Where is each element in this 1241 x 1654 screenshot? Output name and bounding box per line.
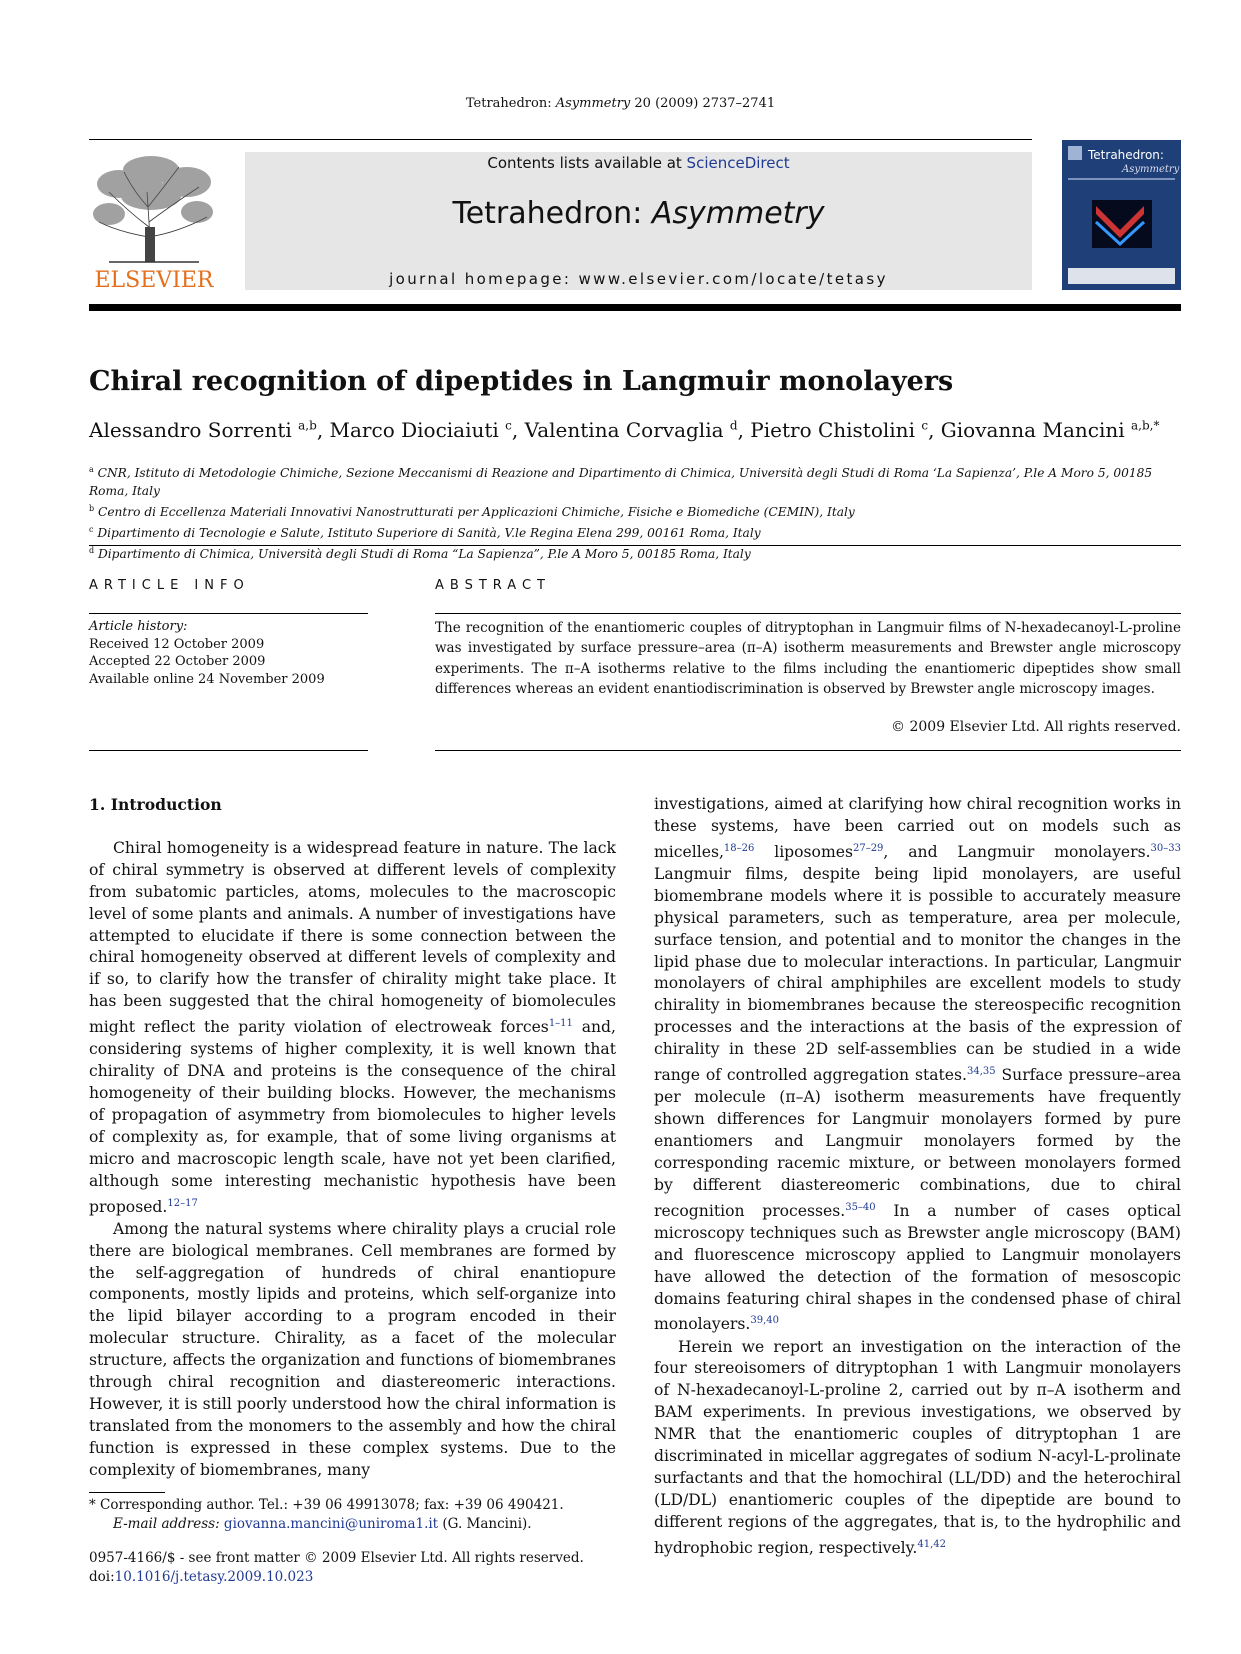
author: Valentina Corvaglia $^d$,: [524, 418, 751, 442]
doi-link[interactable]: 10.1016/j.tetasy.2009.10.023: [114, 1569, 314, 1585]
abstract-heading: ABSTRACT: [435, 578, 551, 593]
email-line: E-mail address: giovanna.mancini@uniroma1.it (G. Mancini).: [113, 1516, 532, 1532]
author-list: [89, 418, 1181, 442]
section-rule: [89, 545, 1181, 546]
abstract-rule: [435, 613, 1181, 614]
bottom-info: [89, 1549, 584, 1587]
email-link[interactable]: giovanna.mancini@uniroma1.it: [223, 1516, 439, 1532]
abstract-copyright: © 2009 Elsevier Ltd. All rights reserved.: [891, 719, 1181, 735]
article-history: [89, 618, 325, 688]
body-left-column: [89, 794, 616, 1482]
citation-link[interactable]: 27–29: [852, 842, 884, 854]
history-label: Article history:: [89, 619, 188, 634]
front-matter: 0957-4166/$ - see front matter © 2009 Elsevier Ltd. All rights reserved.: [89, 1550, 584, 1566]
online-date: Available online 24 November 2009: [89, 671, 325, 687]
contents-available: Contents lists available at ScienceDirect: [487, 154, 790, 172]
journal-banner: [245, 152, 1032, 290]
header-rule: [89, 139, 1032, 140]
article-info-heading: ARTICLE INFO: [89, 578, 250, 593]
author: Alessandro Sorrenti $^{a,b}$,: [89, 418, 330, 442]
article-title: Chiral recognition of dipeptides in Langmuir monolayers: [89, 366, 954, 397]
body-right-column: [654, 794, 1181, 1560]
citation-link[interactable]: 41,42: [917, 1538, 946, 1550]
affiliation: $^c$ Dipartimento di Tecnologie e Salute, Istituto Superiore di Sanità, V.le Regina Elena 299, 00161 Roma, Italy: [89, 525, 761, 541]
citation-link[interactable]: 35–40: [845, 1201, 876, 1213]
sciencedirect-link[interactable]: ScienceDirect: [686, 154, 790, 172]
received-date: Received 12 October 2009: [89, 636, 265, 652]
abstract-text: The recognition of the enantiomeric couples of ditryptophan in Langmuir films of N-hexadecanoyl-L-proline was investigated by surface pressure–area (π–A) isotherm measurements and Brewster angle microscopy experiments. The π–A isotherms relative to the films including the enantiomeric dipeptides show small differences whereas an evident enantiodiscrimination is observed by Brewster angle microscopy images.: [435, 620, 1181, 697]
accepted-date: Accepted 22 October 2009: [89, 654, 266, 669]
paragraph: investigations, aimed at clarifying how chiral recognition works in these systems, have been carried out on models such as micelles,$^{18-26}$ liposomes$^{27-29}$, and Langmuir monolayers.$^{30-33}$ Langmuir films, despite being lipid monolayers, are useful biomembrane models where it is possible to accurately measure physical parameters, such as temperature, area per molecule, surface tension, and potential and to monitor the changes in the lipid phase due to molecular interactions. In particular, Langmuir monolayers of chiral amphiphiles are excellent models to study chirality in biomembranes because the stereospecific recognition processes and the interactions at the basis of the expression of chirality in these 2D self-assemblies can be studied in a wide range of controlled aggregation states.$^{34,35}$ Surface pressure–area per molecule (π–A) isotherm measurements have frequently shown differences for Langmuir monolayers formed by pure enantiomers and Langmuir monolayers formed by the corresponding racemic mixture, or between monolayers formed by different diastereomeric combinations, due to chiral recognition processes.$^{35-40}$ In a number of cases optical microscopy techniques such as Brewster angle microscopy (BAM) and fluorescence microscopy applied to Langmuir monolayers have allowed the detection of the formation of mesoscopic domains featuring chiral shapes in the condensed phase of chiral monolayers.$^{39,40}$: [654, 795, 1182, 1334]
section-heading: 1. Introduction: [89, 795, 222, 814]
svg-text:Tetrahedron:: Tetrahedron:: [1088, 148, 1164, 162]
paragraph: Among the natural systems where chirality plays a crucial role there are biological membranes. Cell membranes are formed by the self-aggregation of hundreds of chiral enantiopure components, mostly lipids and proteins, which self-organize into the lipid bilayer according to a program encoded in their molecular structure. Chirality, as a facet of the molecular structure, affects the organization and functions of biomembranes through chiral recognition and diastereomeric interactions. However, it is still poorly understood how the chiral information is translated from the monomers to the assembly and how the chiral function is expressed in these complex systems. Due to the complexity of biomembranes, many: [89, 1219, 616, 1479]
author: Pietro Chistolini $^c$,: [750, 418, 941, 442]
corresponding-author: * Corresponding author. Tel.: +39 06 49913078; fax: +39 06 490421.: [89, 1497, 564, 1513]
abstract-rule-bottom: [435, 750, 1181, 751]
journal-cover-image: [1062, 140, 1181, 290]
footnote-rule: [89, 1492, 165, 1493]
header-thick-rule: [89, 304, 1181, 311]
article-info-rule-bottom: [89, 750, 368, 751]
affiliation: $^a$ CNR, Istituto di Metodologie Chimiche, Sezione Meccanismi di Reazione and Dipartimento di Chimica, Università degli Studi di Roma ‘La Sapienza’, P.le A Moro 5, 00185 Roma, Italy: [89, 465, 1153, 499]
article-info-rule: [89, 613, 368, 614]
journal-title: Tetrahedron: Asymmetry: [452, 196, 825, 231]
author: Giovanna Mancini $^{a,b,*}$: [940, 418, 1160, 442]
doi-line: doi:10.1016/j.tetasy.2009.10.023: [89, 1569, 314, 1585]
citation-link[interactable]: 12–17: [167, 1197, 198, 1209]
paragraph: Chiral homogeneity is a widespread feature in nature. The lack of chiral symmetry is observed at different levels of complexity from subatomic particles, atoms, molecules to the macroscopic level of some plants and animals. A number of investigations have attempted to elucidate if there is some connection between the chiral homogeneity observed at different levels of complexity and if so, to clarify how the transfer of chirality might take place. It has been suggested that the chiral homogeneity of biomolecules might reflect the parity violation of electroweak forces$^{1-11}$ and, considering systems of higher complexity, it is well known that chirality of DNA and proteins is the consequence of the chiral homogeneity of their building blocks. However, the mechanisms of propagation of asymmetry from biomolecules to higher levels of complexity as, for example, that of some living organisms at micro and macroscopic length scale, have not yet been clarified, although some interesting mechanistic hypothesis have been proposed.$^{12-17}$: [89, 838, 616, 1216]
footnote: [89, 1496, 619, 1534]
citation-link[interactable]: 1–11: [548, 1018, 573, 1030]
svg-text:ELSEVIER: ELSEVIER: [94, 268, 214, 292]
elsevier-tree-icon: [89, 152, 219, 292]
citation-link[interactable]: 34,35: [966, 1066, 996, 1078]
paragraph: Herein we report an investigation on the interaction of the four stereoisomers of ditryptophan 1 with Langmuir monolayers of N-hexadecanoyl-L-proline 2, carried out by π–A isotherm and BAM experiments. In previous investigations, we observed by NMR that the enantiomeric couples of ditryptophan 1 are discriminated in micellar aggregates of sodium N-acyl-L-prolinate surfactants and that the homochiral (LL/DD) and the heterochiral (LD/DL) enantiomeric couples of the dipeptide are bound to different regions of the aggregates, that is, to the hydrophilic and hydrophobic region, respectively.$^{41,42}$: [654, 1337, 1181, 1557]
affiliation: $^d$ Dipartimento di Chimica, Università degli Studi di Roma “La Sapienza”, P.le A Moro 5, 00185 Roma, Italy: [89, 546, 751, 562]
citation-link[interactable]: 18–26: [723, 842, 755, 854]
journal-homepage[interactable]: journal homepage: www.elsevier.com/locate/tetasy: [389, 270, 888, 288]
author: Marco Diociaiuti $^c$,: [329, 418, 525, 442]
affiliations: [89, 461, 1189, 563]
journal-reference: Tetrahedron: Asymmetry 20 (2009) 2737–2741: [465, 96, 776, 111]
citation-link[interactable]: 39,40: [750, 1315, 779, 1327]
affiliation: $^b$ Centro di Eccellenza Materiali Innovativi Nanostrutturati per Applicazioni Chimiche, Fisiche e Biomediche (CEMIN), Italy: [89, 504, 855, 520]
elsevier-logo: [89, 152, 219, 292]
citation-link[interactable]: 30–33: [1150, 842, 1181, 854]
journal-cover-icon: [1062, 140, 1181, 290]
svg-text:Asymmetry: Asymmetry: [1122, 164, 1180, 175]
